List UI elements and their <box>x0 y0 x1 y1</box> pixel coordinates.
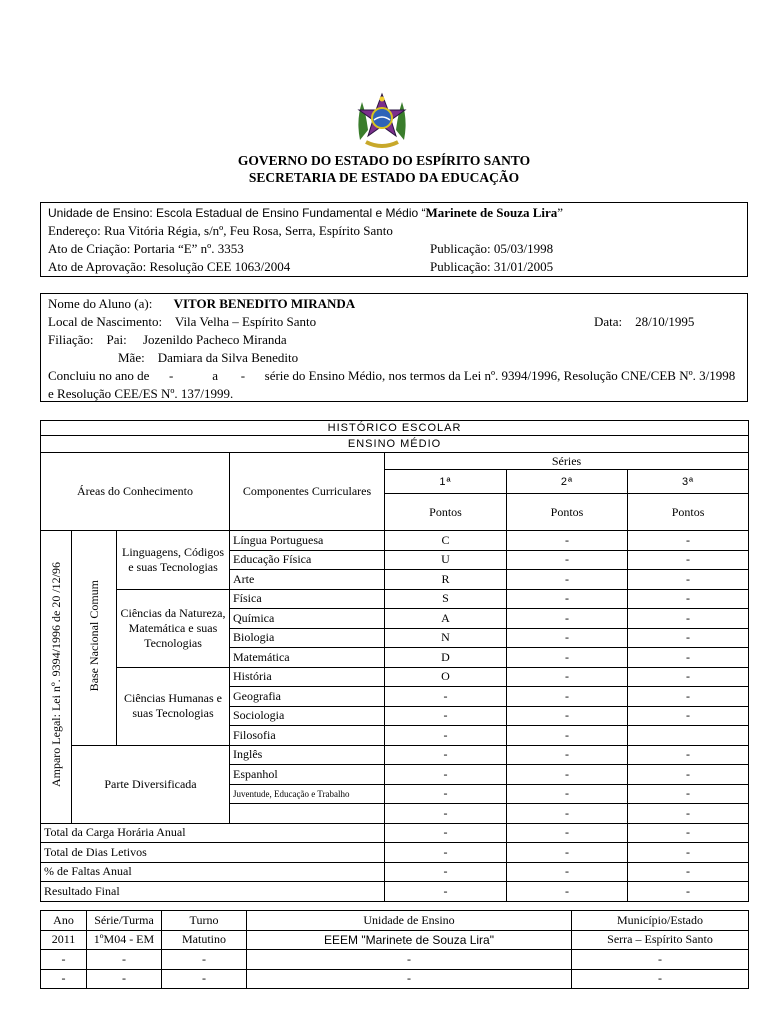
father-line: Filiação: Pai: Jozenildo Pacheco Miranda <box>48 332 287 347</box>
creation-publication: Publicação: 05/03/1998 <box>430 241 554 256</box>
grade-cell: A <box>385 609 507 629</box>
school-address: Endereço: Rua Vitória Régia, s/nº, Feu Rosa, Serra, Espírito Santo <box>48 223 393 238</box>
enrollment-cell: EEEM "Marinete de Souza Lira" <box>247 930 572 950</box>
subject-cell: Educação Física <box>230 550 385 570</box>
birth-date-label: Data: <box>594 314 623 329</box>
grade-cell: - <box>507 745 628 765</box>
amparo-legal-cell <box>41 531 72 824</box>
student-name: VITOR BENEDITO MIRANDA <box>173 296 356 311</box>
header-secretariat: SECRETARIA DE ESTADO DA EDUCAÇÃO <box>248 170 520 185</box>
subject-cell: Língua Portuguesa <box>230 531 385 551</box>
grade-cell: - <box>507 570 628 590</box>
pontos-header-3: Pontos <box>628 494 749 531</box>
enrollment-header: Unidade de Ensino <box>247 911 572 931</box>
total-cell: - <box>385 823 507 843</box>
enrollment-header: Turno <box>162 911 247 931</box>
subject-cell: Biologia <box>230 628 385 648</box>
enrollment-cell: - <box>162 969 247 989</box>
grade-cell: - <box>507 687 628 707</box>
grade-cell: - <box>628 667 749 687</box>
student-birthplace: Local de Nascimento: Vila Velha – Espírito Santo <box>48 314 317 329</box>
approval-act: Ato de Aprovação: Resolução CEE 1063/2004 <box>48 259 291 274</box>
creation-line <box>48 240 740 258</box>
conclusion-text: Concluiu no ano de - a - série do Ensino Médio, nos termos da Lei nº. 9394/1996, Resolução CNE/CEB Nº. 3/1998 e Resolução CEE/ES Nº. 137/1999. <box>48 368 739 401</box>
enrollment-cell: Matutino <box>162 930 247 950</box>
grade-cell: D <box>385 648 507 668</box>
series-1-header: 1ª <box>385 470 507 494</box>
area-ciencias-humanas: Ciências Humanas e suas Tecnologias <box>117 667 230 745</box>
grade-cell: - <box>507 628 628 648</box>
pontos-header-2: Pontos <box>507 494 628 531</box>
enrollment-cell: - <box>41 969 87 989</box>
grade-cell: - <box>507 550 628 570</box>
grade-cell: - <box>507 784 628 804</box>
approval-line <box>48 258 740 276</box>
subject-cell: Arte <box>230 570 385 590</box>
subject-cell: Física <box>230 589 385 609</box>
grade-cell: - <box>628 570 749 590</box>
grade-cell: - <box>507 648 628 668</box>
enrollment-table <box>40 910 749 989</box>
grade-cell: - <box>385 765 507 785</box>
series-3-header: 3ª <box>628 470 749 494</box>
student-name-label: Nome do Aluno (a): <box>48 296 153 311</box>
grade-cell: - <box>385 706 507 726</box>
total-cell: - <box>507 843 628 863</box>
base-nacional-label: Base Nacional Comum <box>86 580 101 692</box>
total-cell: - <box>385 862 507 882</box>
subject-cell: Química <box>230 609 385 629</box>
grade-cell: - <box>628 687 749 707</box>
grade-cell: - <box>628 745 749 765</box>
amparo-legal-label: Amparo Legal: Lei nº. 9394/1996 de 20 /12/96 <box>48 562 63 788</box>
school-unit-line <box>48 204 740 222</box>
grade-cell: - <box>628 784 749 804</box>
grade-cell: S <box>385 589 507 609</box>
grade-cell: - <box>628 609 749 629</box>
grade-cell: - <box>507 804 628 824</box>
birth-date: 28/10/1995 <box>635 314 695 329</box>
subject-cell: Espanhol <box>230 765 385 785</box>
state-coat-of-arms-seal <box>354 90 410 152</box>
grade-cell: - <box>507 609 628 629</box>
pontos-header-1: Pontos <box>385 494 507 531</box>
total-cell: - <box>628 823 749 843</box>
school-unit-name: Marinete de Souza Lira <box>425 205 558 220</box>
enrollment-header: Município/Estado <box>572 911 749 931</box>
grade-cell: - <box>385 745 507 765</box>
school-unit-close: ” <box>557 205 564 220</box>
student-info-box <box>40 293 748 402</box>
enrollment-cell: - <box>162 950 247 970</box>
header-government: GOVERNO DO ESTADO DO ESPÍRITO SANTO <box>237 153 531 168</box>
grade-cell: - <box>628 550 749 570</box>
enrollment-header: Ano <box>41 911 87 931</box>
total-cell: - <box>507 882 628 902</box>
enrollment-cell: - <box>572 950 749 970</box>
grade-cell: - <box>385 784 507 804</box>
subject-cell: Matemática <box>230 648 385 668</box>
series-2-header: 2ª <box>507 470 628 494</box>
total-cell: - <box>628 843 749 863</box>
grade-cell: - <box>628 589 749 609</box>
subject-cell <box>230 804 385 824</box>
grade-cell: - <box>507 531 628 551</box>
approval-publication: Publicação: 31/01/2005 <box>430 259 554 274</box>
area-ciencias-natureza: Ciências da Natureza, Matemática e suas Tecnologias <box>117 589 230 667</box>
enrollment-cell: - <box>87 950 162 970</box>
grade-cell: O <box>385 667 507 687</box>
subject-cell: Sociologia <box>230 706 385 726</box>
school-unit-label: Unidade de Ensino: <box>48 206 153 220</box>
grade-cell: - <box>507 726 628 746</box>
historico-subtitle: ENSINO MÉDIO <box>41 436 749 453</box>
grade-cell <box>628 726 749 746</box>
enrollment-cell: 1ºM04 - EM <box>87 930 162 950</box>
subject-cell: Filosofia <box>230 726 385 746</box>
series-header: Séries <box>385 453 749 470</box>
total-row-label: Total da Carga Horária Anual <box>41 823 385 843</box>
grade-cell: - <box>507 706 628 726</box>
grade-cell: C <box>385 531 507 551</box>
subject-cell: Geografia <box>230 687 385 707</box>
subject-cell: História <box>230 667 385 687</box>
enrollment-cell: 2011 <box>41 930 87 950</box>
enrollment-cell: - <box>247 969 572 989</box>
grade-cell: - <box>628 648 749 668</box>
enrollment-cell: - <box>41 950 87 970</box>
birthplace-line <box>48 313 740 331</box>
total-cell: - <box>628 862 749 882</box>
grade-cell: - <box>507 667 628 687</box>
parte-diversificada: Parte Diversificada <box>72 745 230 823</box>
areas-header: Áreas do Conhecimento <box>41 453 230 531</box>
grade-cell: - <box>385 726 507 746</box>
grade-cell: - <box>385 687 507 707</box>
subject-cell: Juventude, Educação e Trabalho <box>230 784 385 804</box>
student-name-line <box>48 295 740 313</box>
total-cell: - <box>628 882 749 902</box>
enrollment-cell: - <box>247 950 572 970</box>
componentes-header: Componentes Curriculares <box>230 453 385 531</box>
enrollment-header: Série/Turma <box>87 911 162 931</box>
total-cell: - <box>385 843 507 863</box>
base-nacional-cell <box>72 531 117 746</box>
enrollment-cell: Serra – Espírito Santo <box>572 930 749 950</box>
enrollment-cell: - <box>87 969 162 989</box>
school-info-box <box>40 202 748 277</box>
area-linguagens: Linguagens, Códigos e suas Tecnologias <box>117 531 230 590</box>
enrollment-cell: - <box>572 969 749 989</box>
total-row-label: % de Faltas Anual <box>41 862 385 882</box>
grade-cell: - <box>628 706 749 726</box>
grade-cell: - <box>507 765 628 785</box>
creation-act: Ato de Criação: Portaria “E” nº. 3353 <box>48 241 244 256</box>
historico-table <box>40 420 749 902</box>
total-cell: - <box>507 862 628 882</box>
grade-cell: N <box>385 628 507 648</box>
school-unit-text: Escola Estadual de Ensino Fundamental e Médio “ <box>156 206 426 220</box>
total-row-label: Total de Dias Letivos <box>41 843 385 863</box>
grade-cell: - <box>628 804 749 824</box>
grade-cell: R <box>385 570 507 590</box>
grade-cell: - <box>628 765 749 785</box>
grade-cell: - <box>385 804 507 824</box>
grade-cell: - <box>628 628 749 648</box>
subject-cell: Inglês <box>230 745 385 765</box>
mother-line: Mãe: Damiara da Silva Benedito <box>118 350 299 365</box>
total-row-label: Resultado Final <box>41 882 385 902</box>
grade-cell: - <box>628 531 749 551</box>
historico-title: HISTÓRICO ESCOLAR <box>41 421 749 436</box>
total-cell: - <box>385 882 507 902</box>
birth-date-group <box>594 313 694 331</box>
grade-cell: - <box>507 589 628 609</box>
total-cell: - <box>507 823 628 843</box>
grade-cell: U <box>385 550 507 570</box>
